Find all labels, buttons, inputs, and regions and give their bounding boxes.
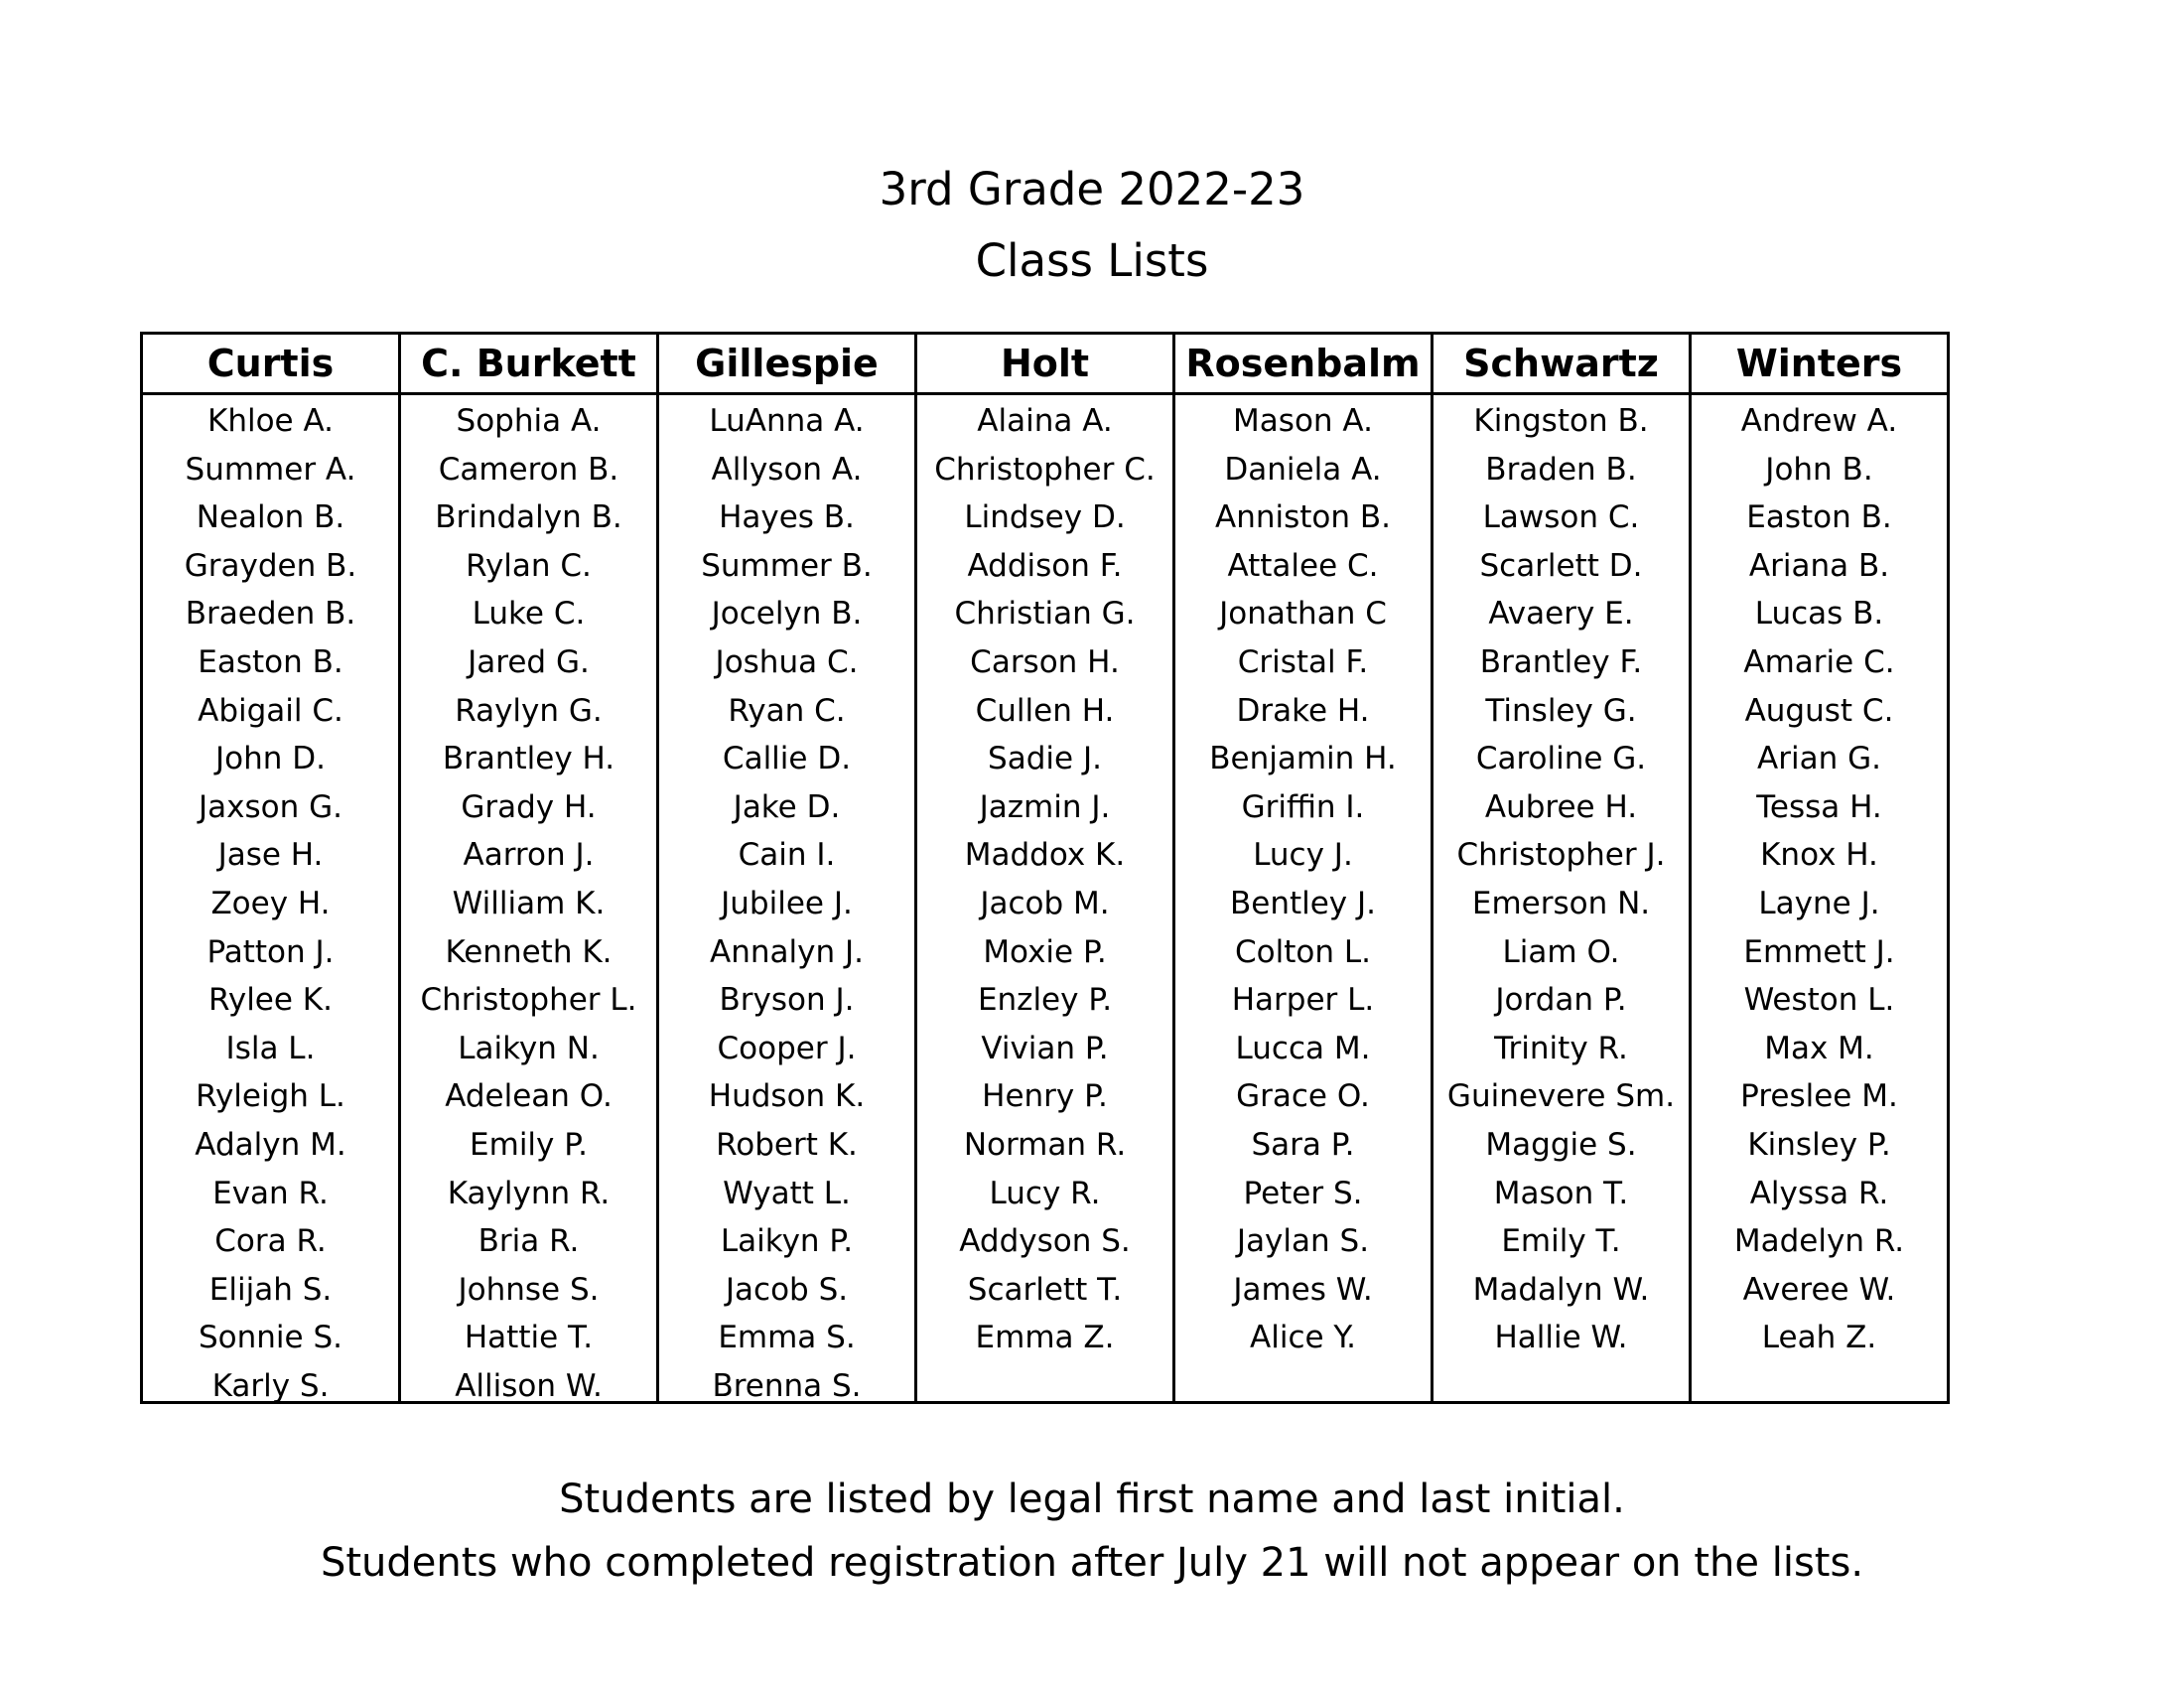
student-list: [917, 395, 1172, 1362]
student-name: Caroline G.: [1475, 741, 1647, 777]
student-name: LuAnna A.: [709, 403, 865, 439]
student-name: Jonathan C: [1219, 596, 1387, 633]
student-name: Andrew A.: [1740, 403, 1898, 439]
student-name: Brenna S.: [712, 1367, 862, 1404]
student-name: Isla L.: [225, 1030, 316, 1066]
student-name: August C.: [1744, 692, 1894, 729]
student-name: Bria R.: [478, 1223, 580, 1260]
student-name: Summer A.: [185, 451, 356, 488]
class-column: [1172, 335, 1431, 1401]
student-name: Allison W.: [455, 1367, 603, 1404]
student-name: Emma S.: [718, 1320, 856, 1356]
student-name: Trinity R.: [1494, 1030, 1628, 1066]
student-name: Robert K.: [716, 1126, 858, 1163]
student-name: Christopher L.: [420, 982, 637, 1019]
student-name: Addyson S.: [959, 1223, 1131, 1260]
student-name: Jared G.: [468, 643, 590, 680]
student-name: Khloe A.: [207, 403, 334, 439]
student-name: Emerson N.: [1471, 885, 1651, 921]
student-name: Jacob M.: [980, 885, 1110, 921]
student-name: Christopher C.: [934, 451, 1156, 488]
student-name: Liam O.: [1502, 933, 1620, 970]
student-name: Grady H.: [461, 788, 597, 825]
student-name: Karly S.: [211, 1367, 330, 1404]
student-name: Grace O.: [1236, 1078, 1370, 1115]
student-list: [1692, 395, 1947, 1362]
student-name: Daniela A.: [1224, 451, 1382, 488]
student-name: Grayden B.: [184, 547, 357, 584]
student-name: Norman R.: [963, 1126, 1127, 1163]
student-name: Aubree H.: [1484, 788, 1638, 825]
student-name: Peter S.: [1243, 1175, 1363, 1211]
title-block: [0, 154, 2184, 297]
class-column: [143, 335, 398, 1404]
student-name: Addison F.: [967, 547, 1123, 584]
student-name: Jake D.: [733, 788, 841, 825]
student-list: [143, 395, 398, 1410]
student-name: Johnse S.: [458, 1271, 600, 1308]
student-name: Jacob S.: [725, 1271, 849, 1308]
student-name: Ryan C.: [728, 692, 846, 729]
student-name: Kinsley P.: [1747, 1126, 1891, 1163]
teacher-header: Curtis: [143, 335, 398, 395]
student-name: Jase H.: [217, 837, 324, 874]
student-name: Christopher J.: [1456, 837, 1666, 874]
student-name: Nealon B.: [196, 499, 345, 536]
student-name: Lucas B.: [1754, 596, 1884, 633]
student-name: Cooper J.: [717, 1030, 857, 1066]
student-list: [1433, 395, 1689, 1362]
student-name: Elijah S.: [208, 1271, 333, 1308]
student-name: Easton B.: [198, 643, 343, 680]
student-name: Kingston B.: [1473, 403, 1649, 439]
student-name: Griffin I.: [1241, 788, 1365, 825]
student-name: Luke C.: [472, 596, 586, 633]
student-name: Evan R.: [212, 1175, 329, 1211]
class-column: [914, 335, 1172, 1401]
class-column: [1431, 335, 1689, 1401]
student-name: Enzley P.: [977, 982, 1113, 1019]
student-list: [1175, 395, 1431, 1362]
student-name: Layne J.: [1758, 885, 1880, 921]
student-name: Weston L.: [1743, 982, 1895, 1019]
student-name: Brindalyn B.: [435, 499, 622, 536]
student-name: John B.: [1765, 451, 1873, 488]
student-name: Benjamin H.: [1209, 741, 1397, 777]
student-name: Lucy J.: [1253, 837, 1353, 874]
student-name: Maggie S.: [1485, 1126, 1637, 1163]
student-name: Ariana B.: [1748, 547, 1890, 584]
student-name: Mason A.: [1233, 403, 1373, 439]
student-name: Sophia A.: [456, 403, 602, 439]
teacher-header: Gillespie: [659, 335, 914, 395]
student-name: Max M.: [1764, 1030, 1874, 1066]
teacher-header: Winters: [1692, 335, 1947, 395]
student-name: Alaina A.: [977, 403, 1113, 439]
student-name: Avaery E.: [1488, 596, 1634, 633]
teacher-header: Holt: [917, 335, 1172, 395]
student-name: Knox H.: [1760, 837, 1878, 874]
student-name: Jaxson G.: [199, 788, 342, 825]
student-name: Preslee M.: [1740, 1078, 1898, 1115]
student-name: Hayes B.: [719, 499, 855, 536]
student-name: Harper L.: [1231, 982, 1375, 1019]
class-column: [398, 335, 656, 1404]
student-name: Rylan C.: [466, 547, 592, 584]
student-name: Joshua C.: [715, 643, 859, 680]
student-name: Bryson J.: [719, 982, 855, 1019]
student-name: Tinsley G.: [1485, 692, 1637, 729]
student-name: Alyssa R.: [1749, 1175, 1889, 1211]
page-subtitle: Class Lists: [975, 234, 1209, 287]
class-column: [656, 335, 914, 1404]
student-name: Alice Y.: [1250, 1320, 1356, 1356]
student-name: Laikyn N.: [458, 1030, 600, 1066]
student-list: [659, 395, 914, 1410]
student-name: Patton J.: [206, 933, 335, 970]
teacher-header: Rosenbalm: [1175, 335, 1431, 395]
student-name: Guinevere Sm.: [1446, 1078, 1676, 1115]
student-name: Emily P.: [470, 1126, 588, 1163]
student-name: Attalee C.: [1227, 547, 1379, 584]
student-name: John D.: [215, 741, 326, 777]
student-name: Cora R.: [214, 1223, 327, 1260]
student-list: [401, 395, 656, 1410]
student-name: Leah Z.: [1761, 1320, 1877, 1356]
student-name: Madalyn W.: [1472, 1271, 1650, 1308]
student-name: Adelean O.: [445, 1078, 613, 1115]
student-name: Brantley H.: [442, 741, 615, 777]
student-name: Summer B.: [701, 547, 873, 584]
class-roster-table: [140, 332, 1950, 1404]
student-name: Wyatt L.: [723, 1175, 851, 1211]
student-name: Cristal F.: [1237, 643, 1369, 680]
student-name: Lucy R.: [989, 1175, 1101, 1211]
student-name: Adalyn M.: [195, 1126, 346, 1163]
student-name: Braeden B.: [185, 596, 356, 633]
student-name: Raylyn G.: [455, 692, 603, 729]
student-name: Maddox K.: [964, 837, 1126, 874]
notes: [0, 1468, 2184, 1595]
student-name: Anniston B.: [1214, 499, 1391, 536]
student-name: Hudson K.: [708, 1078, 866, 1115]
student-name: Madelyn R.: [1733, 1223, 1905, 1260]
student-name: Henry P.: [982, 1078, 1108, 1115]
student-name: Easton B.: [1746, 499, 1892, 536]
student-name: Jordan P.: [1495, 982, 1627, 1019]
student-name: Lawson C.: [1482, 499, 1640, 536]
teacher-header: C. Burkett: [401, 335, 656, 395]
student-name: Allyson A.: [711, 451, 863, 488]
student-name: Emma Z.: [975, 1320, 1115, 1356]
student-name: Laikyn P.: [720, 1223, 854, 1260]
student-name: Carson H.: [970, 643, 1120, 680]
student-name: Jaylan S.: [1236, 1223, 1370, 1260]
student-name: Colton L.: [1235, 933, 1371, 970]
student-name: Callie D.: [722, 741, 852, 777]
student-name: Emily T.: [1501, 1223, 1621, 1260]
student-name: Cain I.: [738, 837, 836, 874]
class-column: [1689, 335, 1947, 1401]
student-name: Lindsey D.: [964, 499, 1126, 536]
student-name: Amarie C.: [1743, 643, 1895, 680]
student-name: Kenneth K.: [445, 933, 613, 970]
student-name: Scarlett T.: [967, 1271, 1123, 1308]
student-name: Brantley F.: [1479, 643, 1643, 680]
student-name: Annalyn J.: [710, 933, 864, 970]
student-name: Mason T.: [1493, 1175, 1629, 1211]
student-name: Cullen H.: [975, 692, 1115, 729]
student-name: Aarron J.: [463, 837, 595, 874]
student-name: Zoey H.: [210, 885, 331, 921]
student-name: Rylee K.: [208, 982, 333, 1019]
student-name: Braden B.: [1485, 451, 1637, 488]
page-title: 3rd Grade 2022-23: [879, 163, 1305, 215]
student-name: Lucca M.: [1235, 1030, 1371, 1066]
student-name: Bentley J.: [1229, 885, 1377, 921]
student-name: Averee W.: [1742, 1271, 1896, 1308]
student-name: Kaylynn R.: [447, 1175, 611, 1211]
student-name: Sonnie S.: [198, 1320, 342, 1356]
teacher-header: Schwartz: [1433, 335, 1689, 395]
student-name: Hattie T.: [464, 1320, 594, 1356]
student-name: Sadie J.: [988, 741, 1102, 777]
student-name: Scarlett D.: [1479, 547, 1643, 584]
student-name: Drake H.: [1236, 692, 1370, 729]
student-name: Ryleigh L.: [196, 1078, 345, 1115]
student-name: Abigail C.: [198, 692, 343, 729]
student-name: Vivian P.: [981, 1030, 1109, 1066]
student-name: Moxie P.: [983, 933, 1107, 970]
note-registration: Students who completed registration after July 21 will not appear on the lists.: [320, 1540, 1864, 1586]
student-name: William K.: [452, 885, 606, 921]
student-name: Jocelyn B.: [711, 596, 863, 633]
student-name: Tessa H.: [1756, 788, 1882, 825]
student-name: Hallie W.: [1494, 1320, 1628, 1356]
student-name: Emmett J.: [1743, 933, 1895, 970]
student-name: Jubilee J.: [721, 885, 853, 921]
student-name: Arian G.: [1757, 741, 1881, 777]
student-name: Cameron B.: [438, 451, 619, 488]
note-legal-name: Students are listed by legal first name and last initial.: [559, 1477, 1625, 1522]
student-name: Jazmin J.: [979, 788, 1111, 825]
student-name: Sara P.: [1251, 1126, 1355, 1163]
student-name: James W.: [1233, 1271, 1373, 1308]
student-name: Christian G.: [954, 596, 1136, 633]
